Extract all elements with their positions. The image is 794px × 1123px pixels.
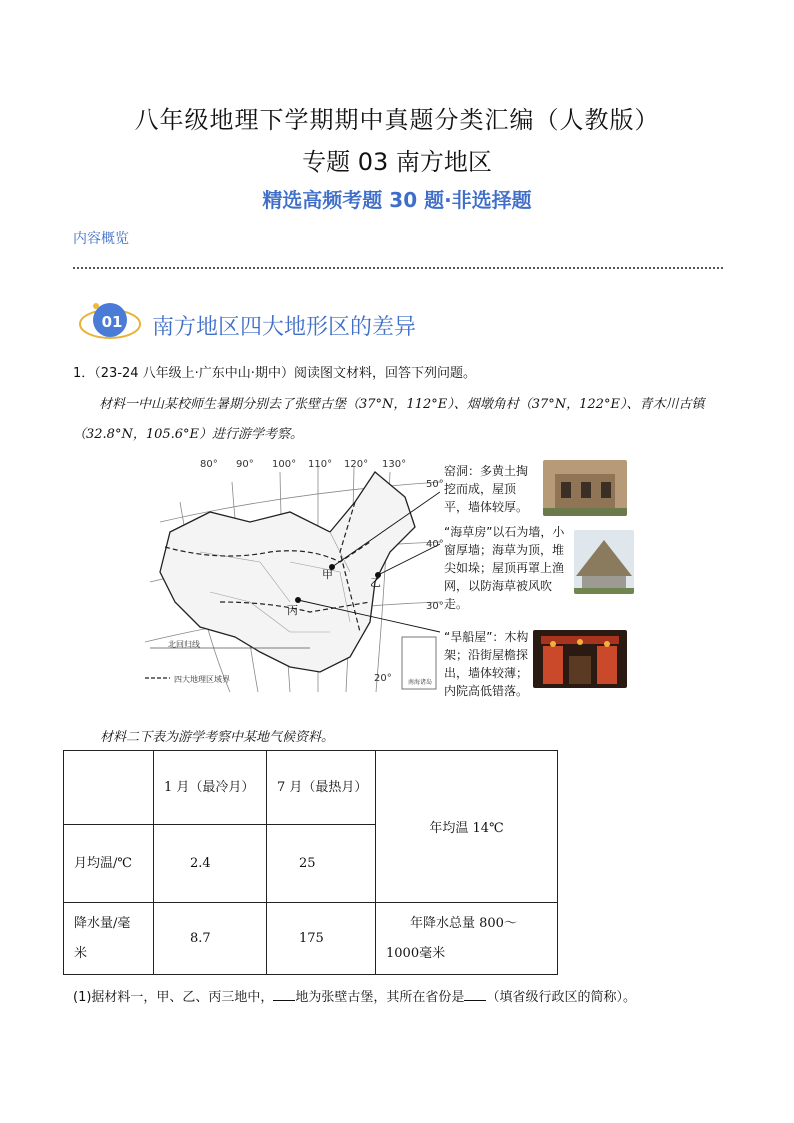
jan-precip-cell: 8.7 — [154, 903, 267, 975]
overview-label: 内容概览 — [73, 231, 129, 247]
lat-label-50: 50° — [426, 479, 444, 490]
tropic-line-label: 北回归线 — [168, 640, 200, 649]
question-stem: 1．（23-24 八年级上·广东中山·期中）阅读图文材料，回答下列问题。 — [73, 366, 476, 381]
answer-blank-place[interactable] — [273, 988, 295, 1001]
map-legend: 四大地理区域界 — [174, 675, 230, 684]
caption-hanchuanwu: “旱船屋”：木构架；沿街屋檐探出，墙体较薄；内院高低错落。 — [444, 630, 529, 698]
table-corner-cell — [64, 751, 154, 825]
inset-label: 南海诸岛 — [407, 679, 432, 686]
sub-question-1-part-b: 地为张壁古堡，其所在省份是 — [295, 990, 465, 1005]
lon-label-90: 90° — [236, 459, 254, 470]
material-one: 材料一中山某校师生暑期分别去了张壁古堡（37°N，112°E）、烟墩角村（37°N，122°E）、青木川古镇（32.8°N，105.6°E）进行游学考察。 — [73, 397, 705, 442]
lon-label-110: 110° — [308, 459, 333, 470]
jul-precip-cell: 175 — [267, 903, 376, 975]
hanchuanwu-photo — [533, 630, 627, 688]
section-title: 南方地区四大地形区的差异 — [152, 315, 417, 340]
material-two: 材料二下表为游学考察中某地气候资料。 — [100, 730, 335, 745]
annual-temp-cell: 年均温 14℃ — [376, 751, 558, 903]
caption-haicaofang: “海草房”以石为墙，小窗厚墙；海草为顶，堆尖如垛；屋顶再罩上渔网，以防海草被风吹走。 — [444, 525, 565, 611]
lon-label-100: 100° — [272, 459, 297, 470]
lat-label-30: 30° — [426, 601, 444, 612]
caption-yaodong: 窑洞：多黄土掏挖而成，屋顶平，墙体较厚。 — [444, 464, 529, 514]
haicaofang-photo — [574, 530, 634, 594]
temp-row-label: 月均温/℃ — [64, 825, 154, 903]
lon-label-120: 120° — [344, 459, 369, 470]
tagline: 精选高频考题 30 题·非选择题 — [262, 188, 532, 212]
answer-blank-province[interactable] — [464, 988, 486, 1001]
precip-row-label: 降水量/毫米 — [64, 903, 154, 975]
place-jia: 甲 — [322, 568, 333, 581]
climate-table — [63, 750, 558, 975]
china-map — [140, 452, 440, 692]
dotted-divider — [73, 267, 723, 269]
sub-question-1-part-a: (1)据材料一，甲、乙、丙三地中， — [73, 990, 274, 1005]
sub-question-1-part-c: （填省级行政区的简称）。 — [486, 990, 636, 1005]
place-yi: 乙 — [370, 576, 381, 589]
sub-question-1 — [73, 986, 636, 1005]
lat-label-20: 20° — [374, 673, 392, 684]
jul-header: 7 月（最热月） — [267, 751, 376, 825]
topic-title: 专题 03 南方地区 — [302, 148, 492, 176]
jan-temp-cell: 2.4 — [154, 825, 267, 903]
jul-temp-cell: 25 — [267, 825, 376, 903]
lon-label-130: 130° — [382, 459, 407, 470]
jan-header: 1 月（最冷月） — [154, 751, 267, 825]
section-badge-number: 01 — [101, 313, 123, 331]
lon-label-80: 80° — [200, 459, 218, 470]
lat-label-40: 40° — [426, 539, 444, 550]
place-bing: 丙 — [287, 604, 298, 617]
annual-precip-cell: 年降水总量 800～1000毫米 — [376, 903, 558, 975]
yaodong-photo — [543, 460, 627, 516]
document-title: 八年级地理下学期期中真题分类汇编（人教版） — [134, 106, 660, 134]
